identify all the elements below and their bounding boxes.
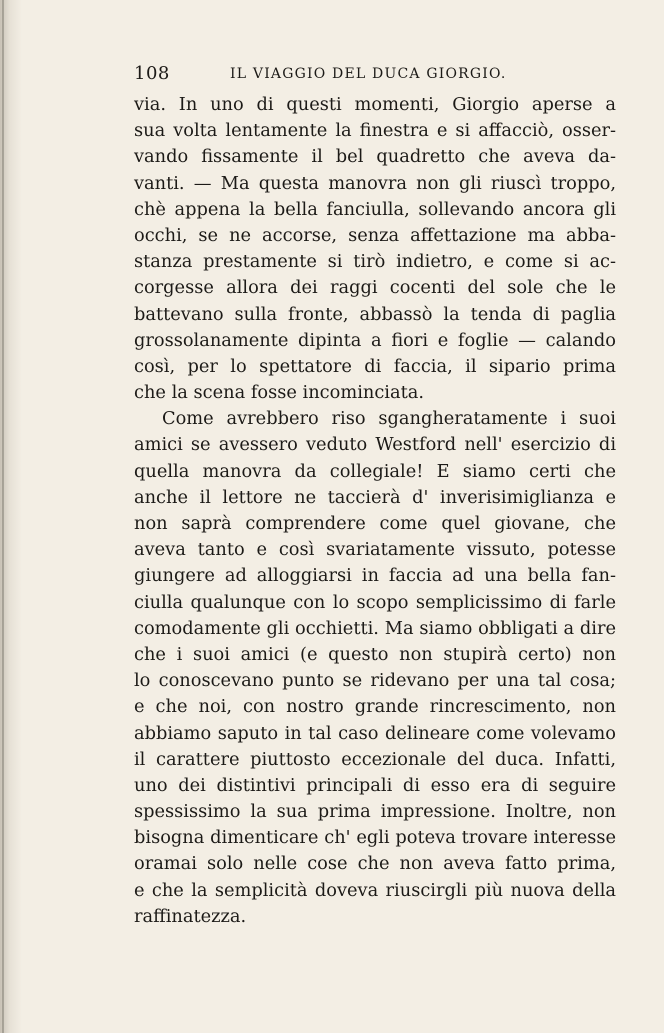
text-line: raffinatezza. xyxy=(134,905,247,927)
text-line: corgesse allora dei raggi cocenti del sole che le xyxy=(134,277,616,299)
text-line: vando fissamente il bel quadretto che aveva da- xyxy=(134,146,616,168)
text-line: giungere ad alloggiarsi in faccia ad una bella fan- xyxy=(134,565,616,587)
text-line: ciulla qualunque con lo scopo semplicissimo di farle xyxy=(134,591,616,613)
text-line: anche il lettore ne taccierà d' inverisimiglianza e xyxy=(134,486,616,508)
text-line: e che la semplicità doveva riuscirgli più nuova della xyxy=(134,879,616,901)
text-line: sua volta lentamente la finestra e si affacciò, osser- xyxy=(134,120,616,142)
text-line: comodamente gli occhietti. Ma siamo obbligati a dire xyxy=(134,617,616,639)
text-line: vanti. — Ma questa manovra non gli riuscì troppo, xyxy=(134,172,616,194)
text-line: stanza prestamente si tirò indietro, e come si ac- xyxy=(134,251,616,273)
body-text xyxy=(134,92,616,930)
text-line: lo conoscevano punto se ridevano per una tal cosa; xyxy=(134,670,616,692)
text-line: che i suoi amici (e questo non stupirà certo) non xyxy=(134,643,616,665)
text-line: bisogna dimenticare ch' egli poteva trovare interesse xyxy=(134,827,616,849)
text-line: così, per lo spettatore di faccia, il sipario prima xyxy=(134,355,616,377)
page-gutter-shadow xyxy=(2,0,4,1033)
text-line: Come avrebbero riso sgangheratamente i suoi xyxy=(162,408,616,430)
text-line: chè appena la bella fanciulla, sollevando ancora gli xyxy=(134,198,616,220)
text-line: via. In uno di questi momenti, Giorgio aperse a xyxy=(134,94,616,115)
text-line: uno dei distintivi principali di esso era di seguire xyxy=(134,774,616,796)
paragraph-1 xyxy=(134,92,616,406)
text-line: amici se avessero veduto Westford nell' esercizio di xyxy=(134,434,616,456)
text-line: il carattere piuttosto eccezionale del duca. Infatti, xyxy=(134,748,616,770)
text-line: spessissimo la sua prima impressione. Inoltre, non xyxy=(134,801,616,823)
text-line: oramai solo nelle cose che non aveva fatto prima, xyxy=(134,853,616,875)
text-line: che la scena fosse incominciata. xyxy=(134,382,424,404)
text-line: aveva tanto e così svariatamente vissuto, potesse xyxy=(134,539,616,561)
page-header xyxy=(134,63,616,87)
paragraph-2 xyxy=(134,406,616,930)
running-title: IL VIAGGIO DEL DUCA GIORGIO. xyxy=(230,66,507,82)
text-line: occhi, se ne accorse, senza affettazione ma abba- xyxy=(134,224,616,246)
text-line: battevano sulla fronte, abbassò la tenda di paglia xyxy=(134,303,616,325)
text-line: quella manovra da collegiale! E siamo certi che xyxy=(134,460,616,482)
page-number: 108 xyxy=(134,63,170,84)
text-line: non saprà comprendere come quel giovane, che xyxy=(134,513,616,534)
text-line: abbiamo saputo in tal caso delineare come volevamo xyxy=(134,722,616,744)
text-line: grossolanamente dipinta a fiori e foglie — calando xyxy=(134,329,616,351)
text-line: e che noi, con nostro grande rincrescimento, non xyxy=(134,696,616,718)
